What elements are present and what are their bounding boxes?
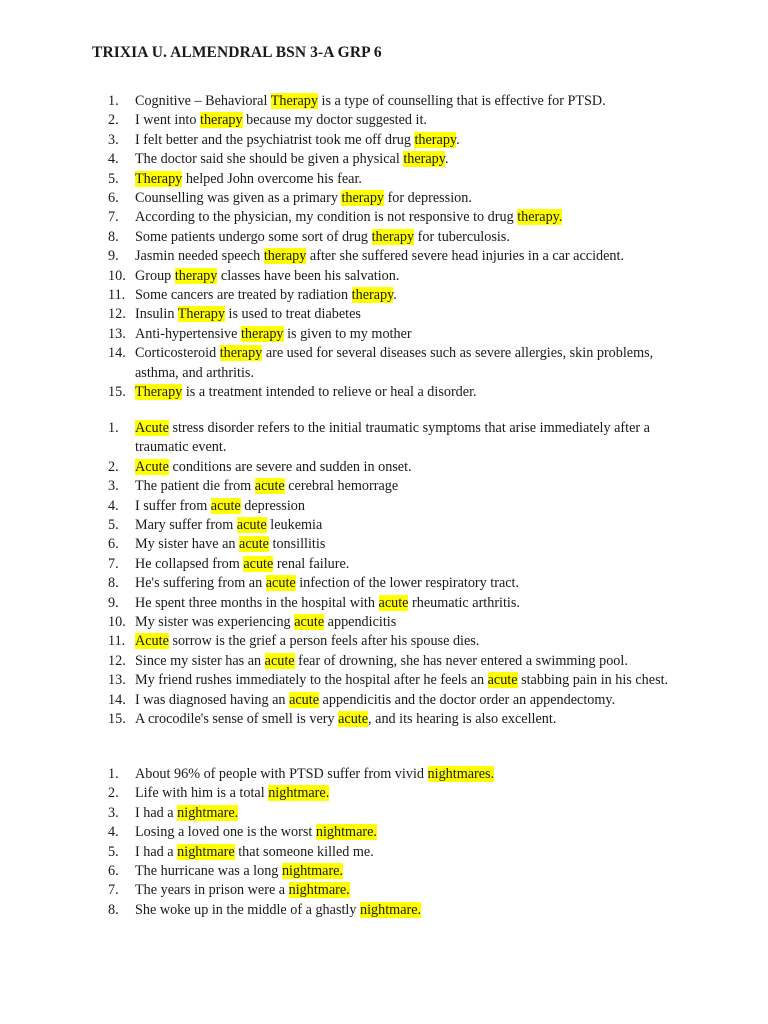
sentence-text-after: is used to treat diabetes bbox=[224, 306, 361, 323]
list-item bbox=[0, 804, 680, 823]
item-sentence bbox=[135, 111, 680, 130]
sentence-text-after: helped John overcome his fear. bbox=[182, 170, 362, 187]
sentence-text-before: I felt better and the psychiatrist took me off drug bbox=[135, 131, 415, 148]
highlighted-term: acute bbox=[236, 517, 267, 534]
highlighted-term: nightmare. bbox=[288, 882, 350, 899]
sentence-text-before: He's suffering from an bbox=[135, 575, 266, 592]
list-item bbox=[0, 419, 680, 458]
sentence-text-after: appendicitis and the doctor order an appendectomy. bbox=[319, 691, 616, 708]
list-item bbox=[0, 267, 680, 286]
sentence-text-before: The hurricane was a long bbox=[135, 863, 282, 880]
list-item bbox=[0, 477, 680, 496]
item-number: 10. bbox=[108, 614, 126, 631]
sentence-text-before: The doctor said she should be given a physical bbox=[135, 151, 404, 168]
highlighted-term: therapy bbox=[371, 228, 415, 245]
highlighted-term: Therapy bbox=[135, 384, 183, 401]
sentence-text-before: According to the physician, my condition is not responsive to drug bbox=[135, 209, 518, 226]
item-number: 1. bbox=[108, 93, 119, 109]
therapy-sentence-list bbox=[0, 92, 768, 403]
item-sentence bbox=[135, 92, 680, 111]
sentence-text-before: A crocodile's sense of smell is very bbox=[135, 711, 339, 728]
highlighted-term: Acute bbox=[135, 420, 169, 436]
item-sentence bbox=[135, 477, 680, 496]
highlighted-term: nightmare. bbox=[315, 824, 377, 841]
highlighted-term: therapy bbox=[174, 267, 218, 284]
list-item bbox=[0, 189, 680, 208]
item-sentence bbox=[135, 574, 680, 593]
item-sentence bbox=[135, 691, 680, 710]
sentence-text-before: She woke up in the middle of a ghastly bbox=[135, 901, 360, 918]
item-sentence bbox=[135, 516, 680, 535]
sentence-text-before: I suffer from bbox=[135, 497, 211, 514]
list-item bbox=[0, 881, 680, 900]
item-number: 5. bbox=[108, 517, 119, 534]
list-item bbox=[0, 305, 680, 324]
list-item bbox=[0, 228, 680, 247]
sentence-text-after: stress disorder refers to the initial traumatic symptoms that arise immediately after a traumatic event. bbox=[135, 420, 650, 456]
list-item bbox=[0, 383, 680, 402]
sentence-text-after: depression bbox=[240, 497, 305, 514]
highlighted-term: acute bbox=[239, 536, 269, 553]
highlighted-term: therapy bbox=[414, 131, 457, 148]
sentence-text-before: Counselling was given as a primary bbox=[135, 190, 342, 207]
sentence-text-after: cerebral hemorrage bbox=[284, 478, 399, 495]
sentence-text-after: infection of the lower respiratory tract. bbox=[295, 575, 520, 592]
item-number: 7. bbox=[108, 882, 119, 899]
sentence-text-before: Cognitive – Behavioral bbox=[135, 93, 271, 109]
highlighted-term: therapy bbox=[240, 325, 284, 342]
item-sentence bbox=[135, 594, 680, 613]
sentence-text-before: Corticosteroid bbox=[135, 345, 220, 362]
sentence-text-before: Insulin bbox=[135, 306, 178, 323]
highlighted-term: acute bbox=[289, 691, 319, 708]
item-number: 1. bbox=[108, 766, 119, 782]
nightmare-sentence-list bbox=[0, 765, 768, 920]
list-item bbox=[0, 150, 680, 169]
sentence-text-after: , and its hearing is also excellent. bbox=[368, 711, 557, 728]
highlighted-term: therapy bbox=[341, 190, 385, 207]
item-number: 9. bbox=[108, 594, 119, 611]
item-number: 8. bbox=[108, 901, 119, 918]
item-number: 14. bbox=[108, 691, 126, 708]
item-sentence bbox=[135, 535, 680, 554]
sentence-text-after: . bbox=[444, 151, 449, 168]
highlighted-term: nightmare bbox=[177, 843, 235, 860]
sentence-text-after: leukemia bbox=[266, 517, 323, 534]
item-sentence bbox=[135, 613, 680, 632]
item-sentence bbox=[135, 189, 680, 208]
item-number: 13. bbox=[108, 325, 126, 342]
highlighted-term: Acute bbox=[135, 633, 169, 650]
item-sentence bbox=[135, 286, 680, 305]
item-sentence bbox=[135, 208, 680, 227]
sentence-text-after: is given to my mother bbox=[283, 325, 412, 342]
sentence-text-before: Anti-hypertensive bbox=[135, 325, 241, 342]
list-item bbox=[0, 555, 680, 574]
item-number: 12. bbox=[108, 306, 126, 323]
highlighted-term: acute bbox=[265, 575, 296, 592]
highlighted-term: therapy bbox=[219, 345, 263, 362]
highlighted-term: nightmare. bbox=[360, 901, 422, 918]
sentence-text-after: tonsillitis bbox=[268, 536, 326, 553]
item-sentence bbox=[135, 305, 680, 324]
list-item bbox=[0, 671, 680, 690]
item-number: 14. bbox=[108, 345, 126, 362]
sentence-text-before: I had a bbox=[135, 804, 178, 821]
sentence-text-before: He spent three months in the hospital with bbox=[135, 594, 379, 611]
list-item bbox=[0, 823, 680, 842]
highlighted-term: acute bbox=[210, 497, 241, 514]
highlighted-term: therapy bbox=[200, 112, 243, 129]
list-item bbox=[0, 535, 680, 554]
item-number: 4. bbox=[108, 824, 119, 841]
item-sentence bbox=[135, 325, 680, 344]
sentence-text-after: is a treatment intended to relieve or heal a disorder. bbox=[182, 384, 477, 401]
item-sentence bbox=[135, 170, 680, 189]
sentence-text-after: . bbox=[456, 131, 460, 148]
sentence-text-before: My sister have an bbox=[135, 536, 240, 553]
sentence-text-before: Group bbox=[135, 267, 175, 284]
sentence-text-after: is a type of counselling that is effective for PTSD. bbox=[317, 93, 606, 109]
highlighted-term: Therapy bbox=[270, 93, 318, 109]
list-item bbox=[0, 208, 680, 227]
sentence-text-before: About 96% of people with PTSD suffer from vivid bbox=[135, 766, 428, 782]
sentence-text-after: after she suffered severe head injuries in a car accident. bbox=[306, 248, 624, 265]
list-item bbox=[0, 92, 680, 111]
sentence-text-after: sorrow is the grief a person feels after his spouse dies. bbox=[168, 633, 480, 650]
sentence-text-before: Mary suffer from bbox=[135, 517, 237, 534]
highlighted-term: Acute bbox=[135, 458, 169, 475]
sentence-text-after: because my doctor suggested it. bbox=[242, 112, 427, 129]
item-number: 3. bbox=[108, 804, 119, 821]
sentence-text-after: for tuberculosis. bbox=[414, 228, 510, 245]
list-item bbox=[0, 765, 680, 784]
item-number: 10. bbox=[108, 267, 126, 284]
list-item bbox=[0, 131, 680, 150]
acute-sentence-list bbox=[0, 419, 768, 730]
item-number: 9. bbox=[108, 248, 119, 265]
list-item bbox=[0, 574, 680, 593]
highlighted-term: nightmare. bbox=[281, 863, 344, 880]
item-number: 13. bbox=[108, 672, 126, 689]
item-number: 12. bbox=[108, 652, 126, 669]
list-item bbox=[0, 613, 680, 632]
item-number: 2. bbox=[108, 458, 119, 475]
item-sentence bbox=[135, 823, 680, 842]
item-sentence bbox=[135, 881, 680, 900]
sentence-text-before: Some cancers are treated by radiation bbox=[135, 287, 352, 304]
item-sentence bbox=[135, 150, 680, 169]
item-number: 8. bbox=[108, 575, 119, 592]
sentence-text-after: rheumatic arthritis. bbox=[408, 594, 520, 611]
sentence-text-before: I went into bbox=[135, 112, 201, 129]
item-sentence bbox=[135, 419, 680, 458]
list-item bbox=[0, 652, 680, 671]
list-item bbox=[0, 710, 680, 729]
item-number: 6. bbox=[108, 863, 119, 880]
item-sentence bbox=[135, 131, 680, 150]
highlighted-term: acute bbox=[243, 555, 274, 572]
list-item bbox=[0, 111, 680, 130]
item-number: 3. bbox=[108, 478, 119, 495]
sentence-text-after: stabbing pain in his chest. bbox=[517, 672, 669, 689]
item-sentence bbox=[135, 652, 680, 671]
sentence-text-before: Since my sister has an bbox=[135, 652, 265, 669]
list-item bbox=[0, 594, 680, 613]
item-sentence bbox=[135, 458, 680, 477]
highlighted-term: acute bbox=[487, 672, 518, 689]
item-number: 15. bbox=[108, 711, 126, 728]
sentence-text-before: He collapsed from bbox=[135, 555, 244, 572]
item-sentence bbox=[135, 710, 680, 729]
item-number: 5. bbox=[108, 170, 119, 187]
sentence-text-before: Some patients undergo some sort of drug bbox=[135, 228, 372, 245]
highlighted-term: acute bbox=[378, 594, 409, 611]
list-item bbox=[0, 286, 680, 305]
item-sentence bbox=[135, 267, 680, 286]
list-item bbox=[0, 516, 680, 535]
list-item bbox=[0, 862, 680, 881]
sentence-text-before: Jasmin needed speech bbox=[135, 248, 264, 265]
item-sentence bbox=[135, 228, 680, 247]
highlighted-term: nightmare. bbox=[177, 804, 239, 821]
highlighted-term: nightmare. bbox=[268, 785, 330, 802]
item-number: 6. bbox=[108, 190, 119, 207]
sentence-text-before: Life with him is a total bbox=[135, 785, 269, 802]
item-number: 4. bbox=[108, 497, 119, 514]
item-sentence bbox=[135, 632, 680, 651]
item-number: 5. bbox=[108, 843, 119, 860]
item-number: 8. bbox=[108, 228, 119, 245]
sentence-text-after: for depression. bbox=[384, 190, 472, 207]
sentence-text-after: appendicitis bbox=[324, 614, 397, 631]
sentence-text-before: The years in prison were a bbox=[135, 882, 289, 899]
list-item bbox=[0, 458, 680, 477]
item-number: 6. bbox=[108, 536, 119, 553]
item-number: 7. bbox=[108, 555, 119, 572]
sentence-text-after: classes have been his salvation. bbox=[217, 267, 400, 284]
item-number: 2. bbox=[108, 112, 119, 129]
item-sentence bbox=[135, 843, 680, 862]
highlighted-term: therapy bbox=[351, 287, 394, 304]
list-item bbox=[0, 247, 680, 266]
highlighted-term: acute bbox=[338, 711, 369, 728]
item-sentence bbox=[135, 765, 680, 784]
item-sentence bbox=[135, 804, 680, 823]
item-number: 7. bbox=[108, 209, 119, 226]
item-number: 4. bbox=[108, 151, 119, 168]
sentence-text-after: conditions are severe and sudden in onset. bbox=[168, 458, 412, 475]
item-sentence bbox=[135, 555, 680, 574]
item-number: 11. bbox=[108, 287, 126, 304]
sentence-text-after: that someone killed me. bbox=[234, 843, 374, 860]
document-title: TRIXIA U. ALMENDRAL BSN 3-A GRP 6 bbox=[92, 44, 382, 61]
highlighted-term: acute bbox=[294, 614, 325, 631]
list-item bbox=[0, 325, 680, 344]
item-number: 1. bbox=[108, 420, 119, 436]
sentence-text-before: I had a bbox=[135, 843, 178, 860]
highlighted-term: therapy bbox=[403, 151, 445, 168]
list-item bbox=[0, 170, 680, 189]
item-sentence bbox=[135, 344, 680, 383]
list-item bbox=[0, 843, 680, 862]
highlighted-term: acute bbox=[254, 478, 285, 495]
list-item bbox=[0, 691, 680, 710]
sentence-text-after: renal failure. bbox=[273, 555, 350, 572]
item-sentence bbox=[135, 901, 680, 920]
item-sentence bbox=[135, 383, 680, 402]
item-number: 11. bbox=[108, 633, 126, 650]
highlighted-term: acute bbox=[264, 652, 295, 669]
sentence-text-after: . bbox=[393, 287, 397, 304]
highlighted-term: Therapy bbox=[135, 170, 183, 187]
sentence-text-before: The patient die from bbox=[135, 478, 255, 495]
list-item bbox=[0, 497, 680, 516]
item-sentence bbox=[135, 671, 680, 690]
sentence-text-after: are used for several diseases such as severe allergies, skin problems, asthma, and arthritis. bbox=[135, 345, 654, 381]
list-item bbox=[0, 344, 680, 383]
list-item bbox=[0, 784, 680, 803]
item-sentence bbox=[135, 497, 680, 516]
sentence-text-before: I was diagnosed having an bbox=[135, 691, 290, 708]
item-sentence bbox=[135, 247, 680, 266]
highlighted-term: therapy bbox=[263, 248, 307, 265]
highlighted-term: therapy. bbox=[517, 209, 563, 226]
sentence-text-before: Losing a loved one is the worst bbox=[135, 824, 316, 841]
highlighted-term: nightmares. bbox=[427, 766, 495, 782]
item-number: 3. bbox=[108, 131, 119, 148]
list-item bbox=[0, 901, 680, 920]
highlighted-term: Therapy bbox=[177, 306, 225, 323]
sentence-text-before: My sister was experiencing bbox=[135, 614, 295, 631]
list-item bbox=[0, 632, 680, 651]
item-sentence bbox=[135, 862, 680, 881]
item-number: 15. bbox=[108, 384, 126, 401]
sentence-text-after: fear of drowning, she has never entered a swimming pool. bbox=[294, 652, 628, 669]
item-number: 2. bbox=[108, 785, 119, 802]
item-sentence bbox=[135, 784, 680, 803]
sentence-text-before: My friend rushes immediately to the hospital after he feels an bbox=[135, 672, 488, 689]
